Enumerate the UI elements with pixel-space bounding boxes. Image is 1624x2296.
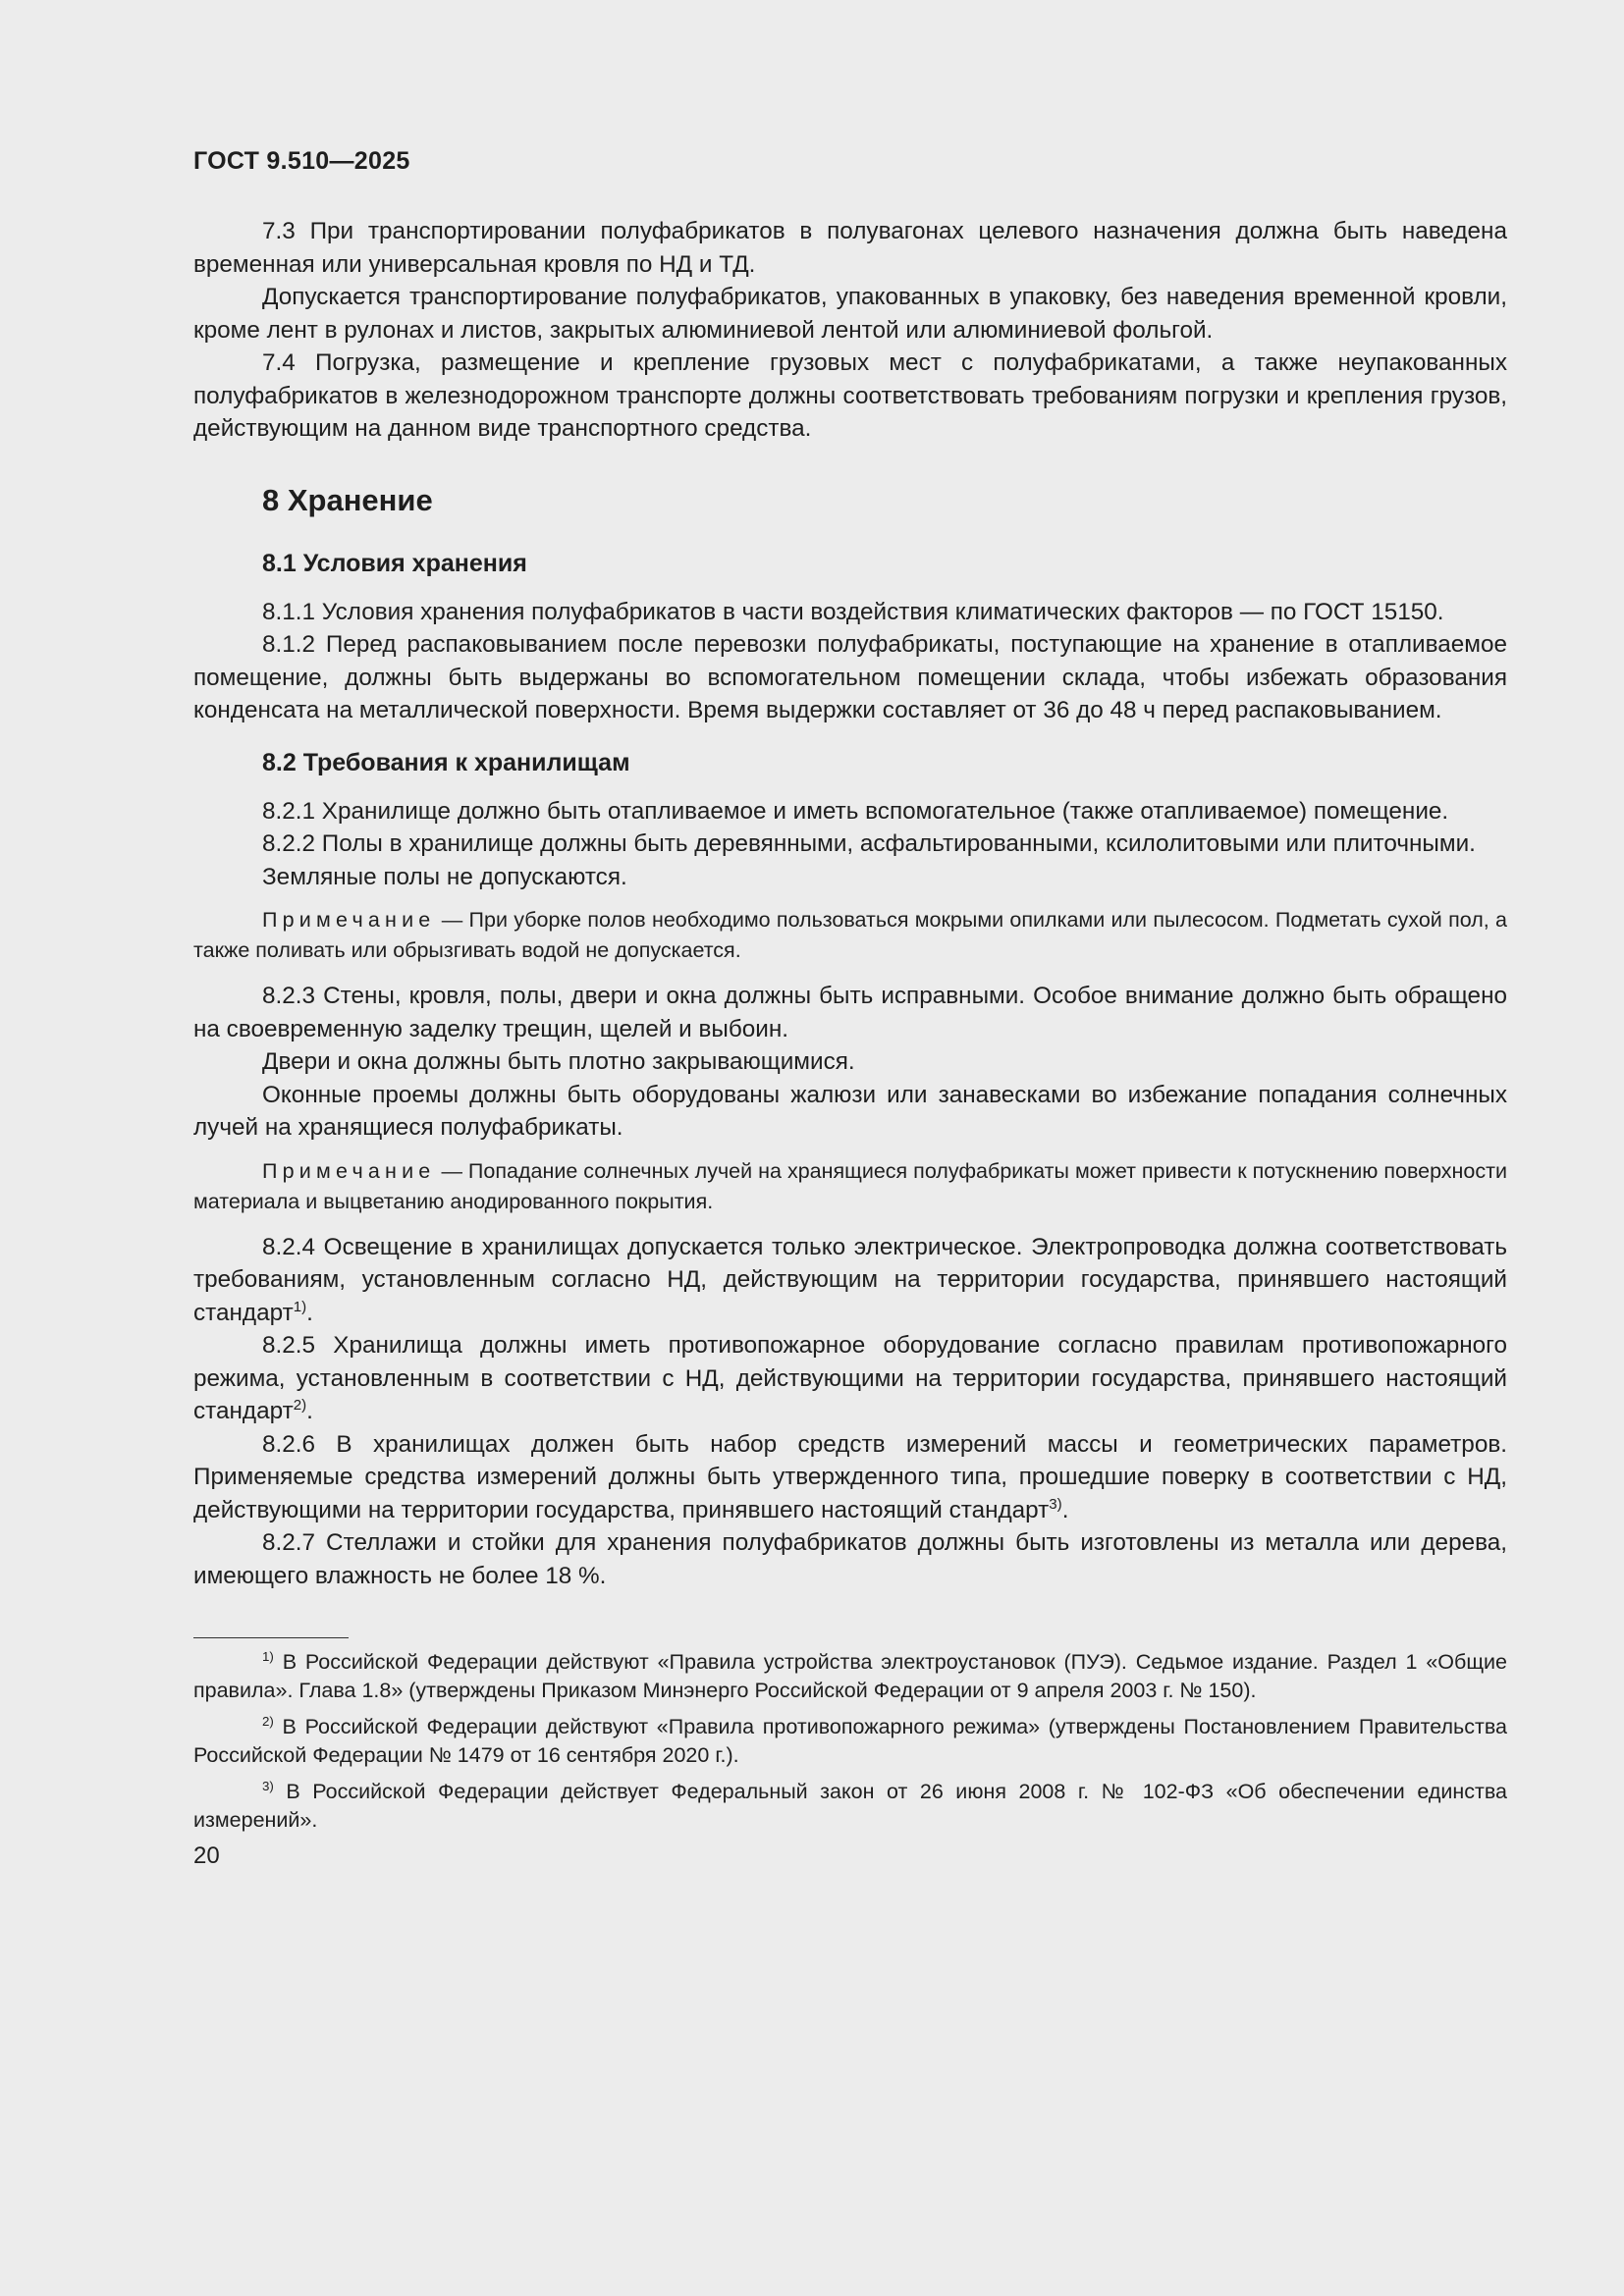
footnote-ref-3[interactable]: 3) xyxy=(1049,1495,1062,1513)
note-floor-cleaning xyxy=(193,905,1507,966)
footnote-3 xyxy=(193,1778,1507,1835)
paragraph-8-2-7: 8.2.7 Стеллажи и стойки для хранения полуфабрикатов должны быть изготовлены из металла или дерева, имеющего влажность не более 18 %. xyxy=(193,1529,1507,1589)
footnote-1 xyxy=(193,1648,1507,1705)
note-text: — Попадание солнечных лучей на хранящиеся полуфабрикаты может привести к потускнению поверхности материала и выцветанию анодированного покрытия. xyxy=(193,1158,1507,1213)
paragraph-8-2-2-continued: Земляные полы не допускаются. xyxy=(262,863,627,890)
document-header: ГОСТ 9.510—2025 xyxy=(193,147,410,175)
footnote-text: В Российской Федерации действует Федеральный закон от 26 июня 2008 г. № 102-ФЗ «Об обеспечении единства измерений». xyxy=(193,1780,1507,1832)
footnote-mark: 2) xyxy=(262,1714,274,1730)
note-label: Примечание xyxy=(262,908,436,932)
paragraph-8-2-1: 8.2.1 Хранилище должно быть отапливаемое и иметь вспомогательное (также отапливаемое) помещение. xyxy=(262,797,1449,825)
paragraph-8-2-3-windows: Оконные проемы должны быть оборудованы жалюзи или занавесками во избежание попадания солнечных лучей на хранящиеся полуфабрикаты. xyxy=(193,1081,1507,1141)
paragraph-7-3: 7.3 При транспортировании полуфабрикатов в полувагонах целевого назначения должна быть наведена временная или универсальная кровля по НД и ТД. xyxy=(193,218,1507,278)
footnote-text: В Российской Федерации действуют «Правила устройства электроустановок (ПУЭ). Седьмое издание. Раздел 1 «Общие правила». Глава 1.8» (утверждены Приказом Минэнерго Российской Федерации от 9 апреля 2003 г. № 150). xyxy=(193,1650,1507,1702)
note-text: — При уборке полов необходимо пользоваться мокрыми опилками или пылесосом. Подметать сухой пол, а также поливать или обрызгивать водой не допускается. xyxy=(193,908,1507,962)
paragraph-7-4: 7.4 Погрузка, размещение и крепление грузовых мест с полуфабрикатами, а также неупакованных полуфабрикатов в железнодорожном транспорте должны соответствовать требованиям погрузки и крепления грузов, действующим на данном виде транспортного средства. xyxy=(193,349,1507,442)
paragraph-8-2-3: 8.2.3 Стены, кровля, полы, двери и окна должны быть исправными. Особое внимание должно быть обращено на своевременную заделку трещин, щелей и выбоин. xyxy=(193,983,1507,1042)
paragraph-8-2-4: 8.2.4 Освещение в хранилищах допускается только электрическое. Электропроводка должна соответствовать требованиям, установленным согласно НД, действующим на территории государства, принявшего настоящий стандарт$^{1)}$. xyxy=(193,1233,1507,1326)
footnote-text: В Российской Федерации действуют «Правила противопожарного режима» (утверждены Постановлением Правительства Российской Федерации № 1479 от 16 сентября 2020 г.). xyxy=(193,1715,1507,1767)
subsection-heading-8-2: 8.2 Требования к хранилищам xyxy=(262,748,630,776)
subsection-heading-8-1: 8.1 Условия хранения xyxy=(262,549,527,577)
paragraph-8-1-1: 8.1.1 Условия хранения полуфабрикатов в части воздействия климатических факторов — по ГОСТ 15150. xyxy=(262,598,1444,625)
note-sunlight xyxy=(193,1156,1507,1217)
paragraph-7-3-continued: Допускается транспортирование полуфабрикатов, упакованных в упаковку, без наведения временной кровли, кроме лент в рулонах и листов, закрытых алюминиевой лентой или алюминиевой фольгой. xyxy=(193,284,1507,344)
note-label: Примечание xyxy=(262,1158,436,1183)
footnote-mark: 3) xyxy=(262,1779,274,1794)
footnotes xyxy=(193,1648,1507,1835)
footnote-ref-2[interactable]: 2) xyxy=(293,1396,307,1414)
content-body xyxy=(193,215,1507,1592)
paragraph-8-1-2: 8.1.2 Перед распаковыванием после перевозки полуфабрикаты, поступающие на хранение в отапливаемое помещение, должны быть выдержаны во вспомогательном помещении склада, чтобы избежать образования конденсата на металлической поверхности. Время выдержки составляет от 36 до 48 ч перед распаковыванием. xyxy=(193,631,1507,723)
document-page xyxy=(193,147,1507,1870)
paragraph-8-2-2: 8.2.2 Полы в хранилище должны быть деревянными, асфальтированными, ксилолитовыми или плиточными. xyxy=(262,830,1476,857)
footnote-2 xyxy=(193,1713,1507,1770)
footnote-mark: 1) xyxy=(262,1649,274,1665)
footnote-ref-1[interactable]: 1) xyxy=(293,1298,307,1315)
footnote-divider xyxy=(193,1637,349,1638)
paragraph-8-2-6: 8.2.6 В хранилищах должен быть набор средств измерений массы и геометрических параметров. Применяемые средства измерений должны быть утвержденного типа, прошедшие поверку в соответствии с НД, действующими на территории государства, принявшего настоящий стандарт$^{3)}$. xyxy=(193,1430,1507,1523)
paragraph-8-2-5: 8.2.5 Хранилища должны иметь противопожарное оборудование согласно правилам противопожарного режима, установленным в соответствии с НД, действующими на территории государства, принявшего настоящий стандарт$^{2)}$. xyxy=(193,1332,1507,1424)
paragraph-8-2-3-doors: Двери и окна должны быть плотно закрывающимися. xyxy=(262,1048,855,1075)
page-number: 20 xyxy=(193,1842,220,1869)
section-heading-8: 8 Хранение xyxy=(262,482,433,517)
